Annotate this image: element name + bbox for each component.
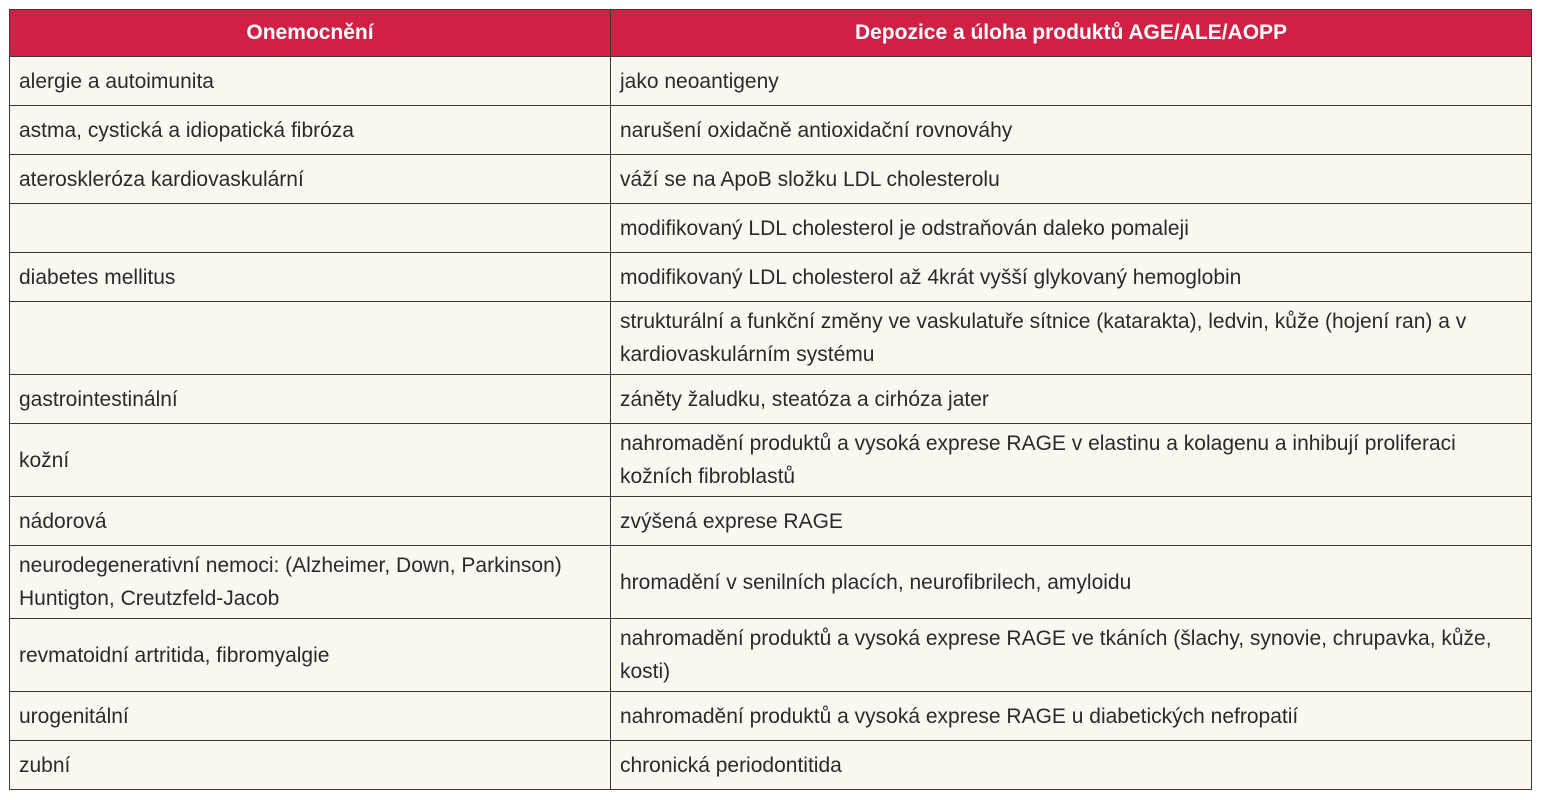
header-deposition-role: Depozice a úloha produktů AGE/ALE/AOPP (611, 10, 1532, 57)
table-container (9, 9, 1531, 790)
disease-cell: gastrointestinální (10, 375, 611, 424)
disease-cell: revmatoidní artritida, fibromyalgie (10, 619, 611, 692)
disease-cell: kožní (10, 424, 611, 497)
role-cell: modifikovaný LDL cholesterol až 4krát vyšší glykovaný hemoglobin (611, 253, 1532, 302)
disease-cell: alergie a autoimunita (10, 57, 611, 106)
role-cell: modifikovaný LDL cholesterol je odstraňován daleko pomaleji (611, 204, 1532, 253)
table-row (10, 546, 1532, 619)
role-cell: narušení oxidačně antioxidační rovnováhy (611, 106, 1532, 155)
disease-cell: astma, cystická a idiopatická fibróza (10, 106, 611, 155)
table-row (10, 253, 1532, 302)
table-row (10, 497, 1532, 546)
table-row (10, 619, 1532, 692)
table-row (10, 692, 1532, 741)
role-cell: zvýšená exprese RAGE (611, 497, 1532, 546)
role-cell: nahromadění produktů a vysoká exprese RAGE v elastinu a kolagenu a inhibují proliferaci kožních fibroblastů (611, 424, 1532, 497)
table-row (10, 424, 1532, 497)
disease-cell: diabetes mellitus (10, 253, 611, 302)
role-cell: nahromadění produktů a vysoká exprese RAGE ve tkáních (šlachy, synovie, chrupavka, kůže, kosti) (611, 619, 1532, 692)
disease-cell (10, 204, 611, 253)
header-disease: Onemocnění (10, 10, 611, 57)
role-cell: hromadění v senilních placích, neurofibrilech, amyloidu (611, 546, 1532, 619)
disease-cell: nádorová (10, 497, 611, 546)
disease-cell (10, 302, 611, 375)
role-cell: váží se na ApoB složku LDL cholesterolu (611, 155, 1532, 204)
header-row (10, 10, 1532, 57)
table-row (10, 57, 1532, 106)
table-row (10, 155, 1532, 204)
role-cell: záněty žaludku, steatóza a cirhóza jater (611, 375, 1532, 424)
disease-cell: zubní (10, 741, 611, 790)
table-row (10, 302, 1532, 375)
role-cell: jako neoantigeny (611, 57, 1532, 106)
disease-cell: ateroskleróza kardiovaskulární (10, 155, 611, 204)
disease-cell: neurodegenerativní nemoci: (Alzheimer, Down, Parkinson) Huntigton, Creutzfeld-Jacob (10, 546, 611, 619)
role-cell: chronická periodontitida (611, 741, 1532, 790)
disease-cell: urogenitální (10, 692, 611, 741)
disease-table (9, 9, 1532, 790)
role-cell: strukturální a funkční změny ve vaskulatuře sítnice (katarakta), ledvin, kůže (hojení ran) a v kardiovaskulárním systému (611, 302, 1532, 375)
role-cell: nahromadění produktů a vysoká exprese RAGE u diabetických nefropatií (611, 692, 1532, 741)
table-row (10, 375, 1532, 424)
table-row (10, 204, 1532, 253)
table-row (10, 106, 1532, 155)
table-row (10, 741, 1532, 790)
